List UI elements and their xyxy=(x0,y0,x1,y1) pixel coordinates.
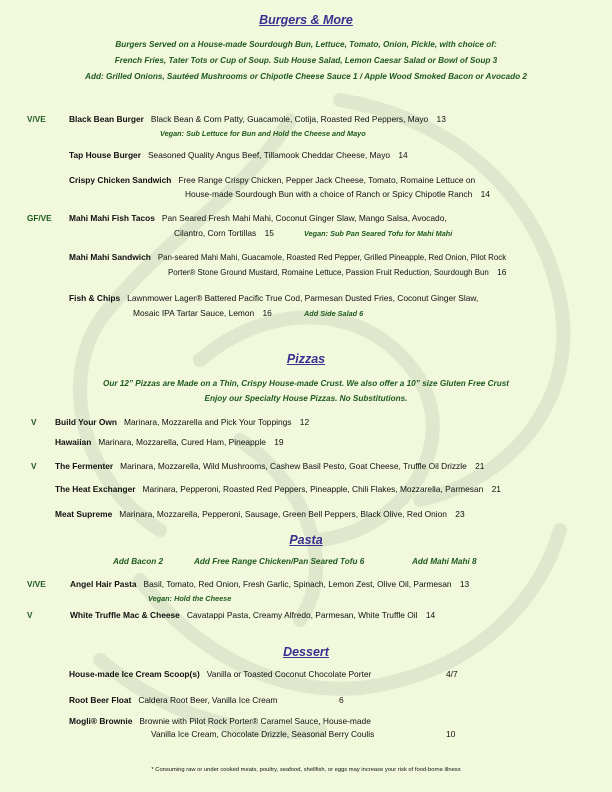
menu-item-fish-and-chips xyxy=(69,293,478,303)
item-name: Angel Hair Pasta xyxy=(70,579,137,589)
menu-item-white-truffle-mac xyxy=(70,610,435,620)
item-description: Brownie with Pilot Rock Porter® Caramel Sauce, House-made xyxy=(139,716,371,726)
diet-tag: V xyxy=(31,462,37,471)
item-name: White Truffle Mac & Cheese xyxy=(70,610,180,620)
menu-item-mahi-sandwich xyxy=(69,252,506,262)
pasta-addon-mahi: Add Mahi Mahi 8 xyxy=(412,557,477,566)
item-description: Pan-seared Mahi Mahi, Guacamole, Roasted Red Pepper, Grilled Pineapple, Red Onion, Pilot Rock xyxy=(157,253,507,262)
item-price: 21 xyxy=(475,461,485,471)
item-price: 14 xyxy=(480,189,490,199)
item-name: Fish & Chips xyxy=(69,293,121,303)
item-name: The Fermenter xyxy=(55,461,114,471)
menu-item-black-bean-burger xyxy=(69,114,446,124)
menu-item-crispy-chicken-sandwich xyxy=(69,175,475,185)
item-price: 10 xyxy=(446,729,456,739)
item-description: Basil, Tomato, Red Onion, Fresh Garlic, Spinach, Lemon Zest, Olive Oil, Parmesan xyxy=(143,579,452,589)
menu-item-tap-house-burger xyxy=(69,150,408,160)
section-title-pizzas: Pizzas xyxy=(286,352,326,366)
item-price: 14 xyxy=(425,610,436,620)
item-price: 12 xyxy=(299,417,310,427)
menu-item-mahi-fish-tacos xyxy=(69,213,447,223)
item-name: Tap House Burger xyxy=(69,150,141,160)
item-description: Marinara, Mozzarella and Pick Your Toppings xyxy=(124,417,292,427)
item-description: Caldera Root Beer, Vanilla Ice Cream xyxy=(138,695,278,705)
item-price: 19 xyxy=(274,437,284,447)
item-price: 6 xyxy=(339,695,344,705)
section-title-burgers: Burgers & More xyxy=(259,13,353,27)
item-description-line2: Vanilla Ice Cream, Chocolate Drizzle, Seasonal Berry Coulis xyxy=(151,729,375,739)
pasta-addon-bacon: Add Bacon 2 xyxy=(113,557,164,566)
menu-item-the-fermenter xyxy=(55,461,484,471)
item-price: 23 xyxy=(455,509,465,519)
burgers-intro-3: Add: Grilled Onions, Sautéed Mushrooms or Chipotle Cheese Sauce 1 / Apple Wood Smoked Bacon or Avocado 2 xyxy=(85,72,527,81)
item-price: 4/7 xyxy=(446,669,458,679)
section-title-dessert: Dessert xyxy=(283,645,329,659)
item-description-line2 xyxy=(185,189,490,199)
item-description: Seasoned Quality Angus Beef, Tillamook Cheddar Cheese, Mayo xyxy=(147,150,391,160)
item-price: 13 xyxy=(459,579,470,589)
item-price: 21 xyxy=(491,484,501,494)
item-description: Marinara, Mozzarella, Wild Mushrooms, Cashew Basil Pesto, Goat Cheese, Truffle Oil Drizzle xyxy=(120,461,467,471)
item-name: House-made Ice Cream Scoop(s) xyxy=(69,669,200,679)
item-name: Mahi Mahi Fish Tacos xyxy=(69,213,155,223)
pizzas-intro-1: Our 12” Pizzas are Made on a Thin, Crispy House-made Crust. We also offer a 10” size Gluten Free Crust xyxy=(102,379,509,388)
item-description: Vanilla or Toasted Coconut Chocolate Porter xyxy=(206,669,372,679)
item-description: Marinara, Mozzarella, Pepperoni, Sausage, Green Bell Peppers, Black Olive, Red Onion xyxy=(119,509,447,519)
side-salad-note: Add Side Salad 6 xyxy=(304,309,364,318)
item-name: Mogli® Brownie xyxy=(69,716,133,726)
menu-item-mogli-brownie xyxy=(69,716,371,726)
vegan-note: Vegan: Sub Lettuce for Bun and Hold the Cheese and Mayo xyxy=(160,129,366,138)
burgers-intro-2: French Fries, Tater Tots or Cup of Soup. Sub House Salad, Lemon Caesar Salad or Bowl of Soup 3 xyxy=(114,56,498,65)
item-description-line2 xyxy=(174,228,274,238)
item-price: 14 xyxy=(398,150,408,160)
item-description: Pan Seared Fresh Mahi Mahi, Coconut Ginger Slaw, Mango Salsa, Avocado, xyxy=(161,213,447,223)
item-name: The Heat Exchanger xyxy=(55,484,136,494)
item-name: Mahi Mahi Sandwich xyxy=(69,252,151,262)
item-name: Black Bean Burger xyxy=(69,114,144,124)
pasta-addon-chicken-tofu: Add Free Range Chicken/Pan Seared Tofu 6 xyxy=(194,557,365,566)
food-safety-disclaimer: * Consuming raw or under cooked meats, poultry, seafood, shellfish, or eggs may increase your risk of food-borne illness xyxy=(151,767,461,773)
item-description: Marinara, Pepperoni, Roasted Red Peppers, Pineapple, Chili Flakes, Mozzarella, Parmesan xyxy=(142,484,484,494)
item-price: 16 xyxy=(497,267,507,277)
item-price: 16 xyxy=(262,308,272,318)
menu-item-hawaiian xyxy=(55,437,284,447)
item-name: Crispy Chicken Sandwich xyxy=(69,175,172,185)
menu-item-meat-supreme xyxy=(55,509,465,519)
item-description: Porter® Stone Ground Mustard, Romaine Lettuce, Passion Fruit Reduction, Sourdough Bun xyxy=(168,268,489,277)
menu-item-root-beer-float xyxy=(69,695,277,705)
item-description-line2 xyxy=(133,308,272,318)
menu-item-heat-exchanger xyxy=(55,484,501,494)
item-price: 15 xyxy=(264,228,274,238)
item-description: Lawnmower Lager® Battered Pacific True Cod, Parmesan Dusted Fries, Coconut Ginger Slaw, xyxy=(127,293,479,303)
item-name: Root Beer Float xyxy=(69,695,132,705)
diet-tag: V/VE xyxy=(27,115,46,124)
item-description: Marinara, Mozzarella, Cured Ham, Pineapple xyxy=(98,437,266,447)
vegan-note: Vegan: Sub Pan Seared Tofu for Mahi Mahi xyxy=(304,229,453,238)
item-description-line2 xyxy=(168,267,506,277)
diet-tag: V/VE xyxy=(27,580,46,589)
item-name: Build Your Own xyxy=(55,417,118,427)
item-price: 13 xyxy=(436,114,446,124)
section-title-pasta: Pasta xyxy=(289,533,323,547)
menu-item-ice-cream xyxy=(69,669,371,679)
item-description: Mosaic IPA Tartar Sauce, Lemon xyxy=(133,308,255,318)
pizzas-intro-2: Enjoy our Specialty House Pizzas. No Substitutions. xyxy=(204,394,408,403)
item-description: House-made Sourdough Bun with a choice of Ranch or Spicy Chipotle Ranch xyxy=(185,189,473,199)
burgers-intro-1: Burgers Served on a House-made Sourdough Bun, Lettuce, Tomato, Onion, Pickle, with choice of: xyxy=(115,40,497,49)
vegan-note: Vegan: Hold the Cheese xyxy=(148,594,232,603)
item-name: Hawaiian xyxy=(55,437,92,447)
item-name: Meat Supreme xyxy=(55,509,113,519)
item-description: Free Range Crispy Chicken, Pepper Jack Cheese, Tomato, Romaine Lettuce on xyxy=(178,175,476,185)
menu-item-build-your-own xyxy=(55,417,309,427)
menu-item-angel-hair-pasta xyxy=(70,579,469,589)
diet-tag: GF/VE xyxy=(27,214,52,223)
diet-tag: V xyxy=(31,418,37,427)
diet-tag: V xyxy=(27,611,33,620)
item-description: Black Bean & Corn Patty, Guacamole, Cotija, Roasted Red Peppers, Mayo xyxy=(150,114,429,124)
item-description: Cavatappi Pasta, Creamy Alfredo, Parmesan, White Truffle Oil xyxy=(186,610,418,620)
item-description: Cilantro, Corn Tortillas xyxy=(174,228,257,238)
